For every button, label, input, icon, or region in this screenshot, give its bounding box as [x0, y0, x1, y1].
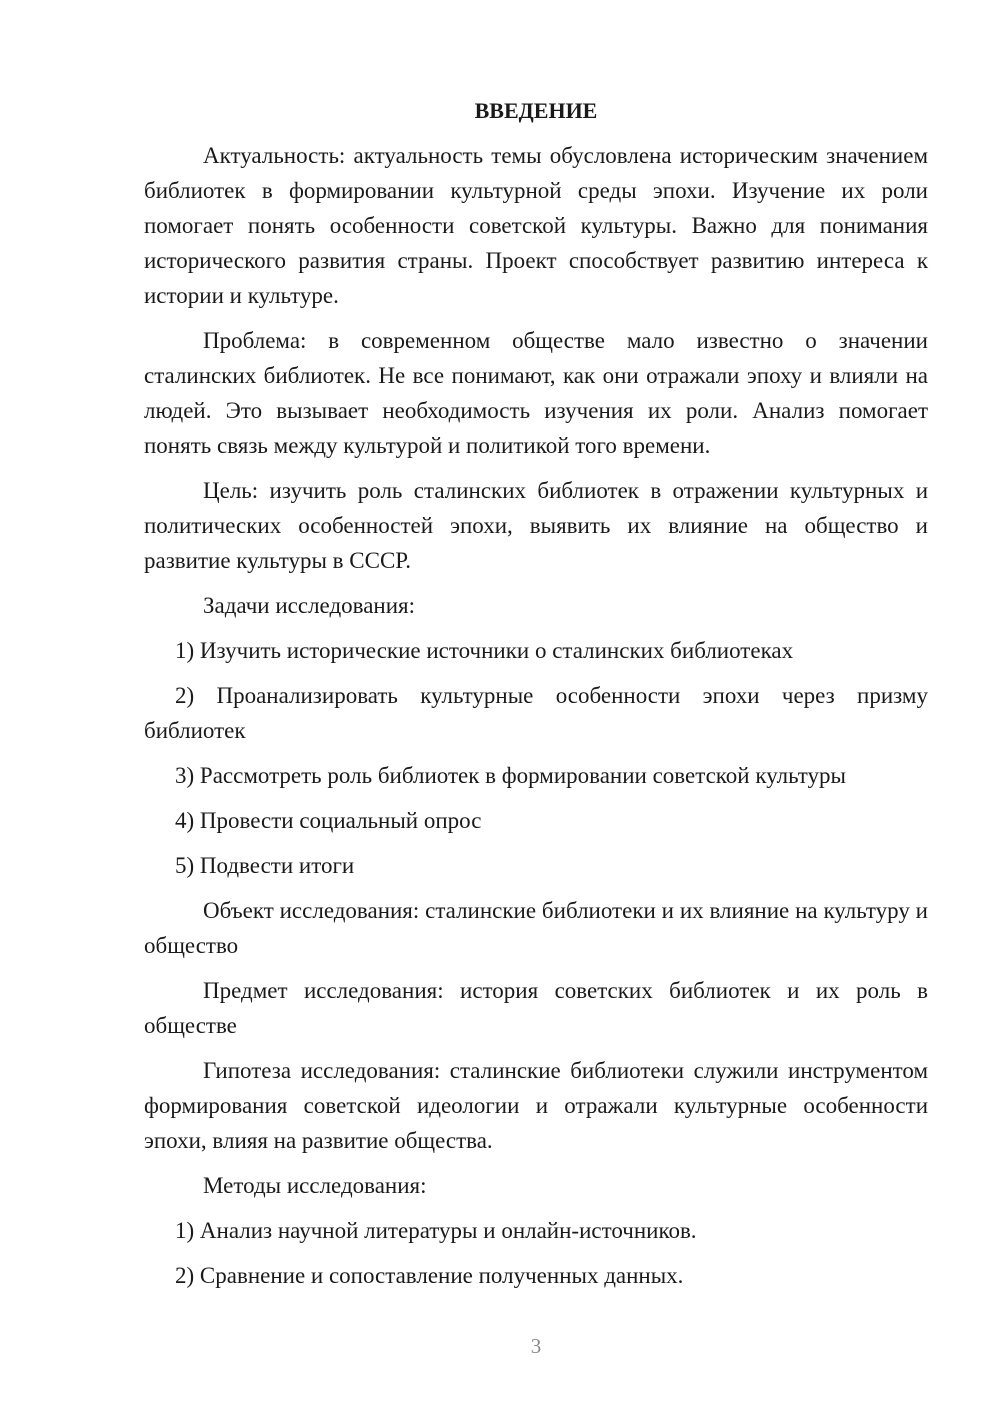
task-item: 1) Изучить исторические источники о сталинских библиотеках [175, 638, 794, 663]
task-item: 4) Провести социальный опрос [175, 808, 482, 833]
page-content [144, 96, 928, 1303]
goal-paragraph: Цель: изучить роль сталинских библиотек в отражении культурных и политических особенностей эпохи, выявить их влияние на общество и развитие культуры в СССР. [144, 478, 928, 573]
method-item: 1) Анализ научной литературы и онлайн-источников. [175, 1218, 697, 1243]
object-paragraph: Объект исследования: сталинские библиотеки и их влияние на культуру и общество [144, 898, 928, 958]
subject-paragraph: Предмет исследования: история советских библиотек и их роль в обществе [144, 978, 928, 1038]
tasks-heading: Задачи исследования: [203, 593, 416, 618]
methods-heading: Методы исследования: [203, 1173, 427, 1198]
task-item: 3) Рассмотреть роль библиотек в формировании советской культуры [175, 763, 846, 788]
section-title: ВВЕДЕНИЕ [474, 98, 598, 123]
problem-paragraph: Проблема: в современном обществе мало известно о значении сталинских библиотек. Не все понимают, как они отражали эпоху и влияли на людей. Это вызывает необходимость изучения их роли. Анализ помогает понять связь между культурой и политикой того времени. [144, 328, 928, 458]
task-item: 2) Проанализировать культурные особенности эпохи через призму библиотек [144, 683, 928, 743]
hypothesis-paragraph: Гипотеза исследования: сталинские библиотеки служили инструментом формирования советской идеологии и отражали культурные особенности эпохи, влияя на развитие общества. [144, 1058, 928, 1153]
task-item: 5) Подвести итоги [175, 853, 355, 878]
page-number: 3 [530, 1334, 542, 1358]
method-item: 2) Сравнение и сопоставление полученных данных. [175, 1263, 684, 1288]
relevance-paragraph: Актуальность: актуальность темы обусловлена историческим значением библиотек в формировании культурной среды эпохи. Изучение их роли помогает понять особенности советской культуры. Важно для понимания исторического развития страны. Проект способствует развитию интереса к истории и культуре. [144, 143, 928, 308]
